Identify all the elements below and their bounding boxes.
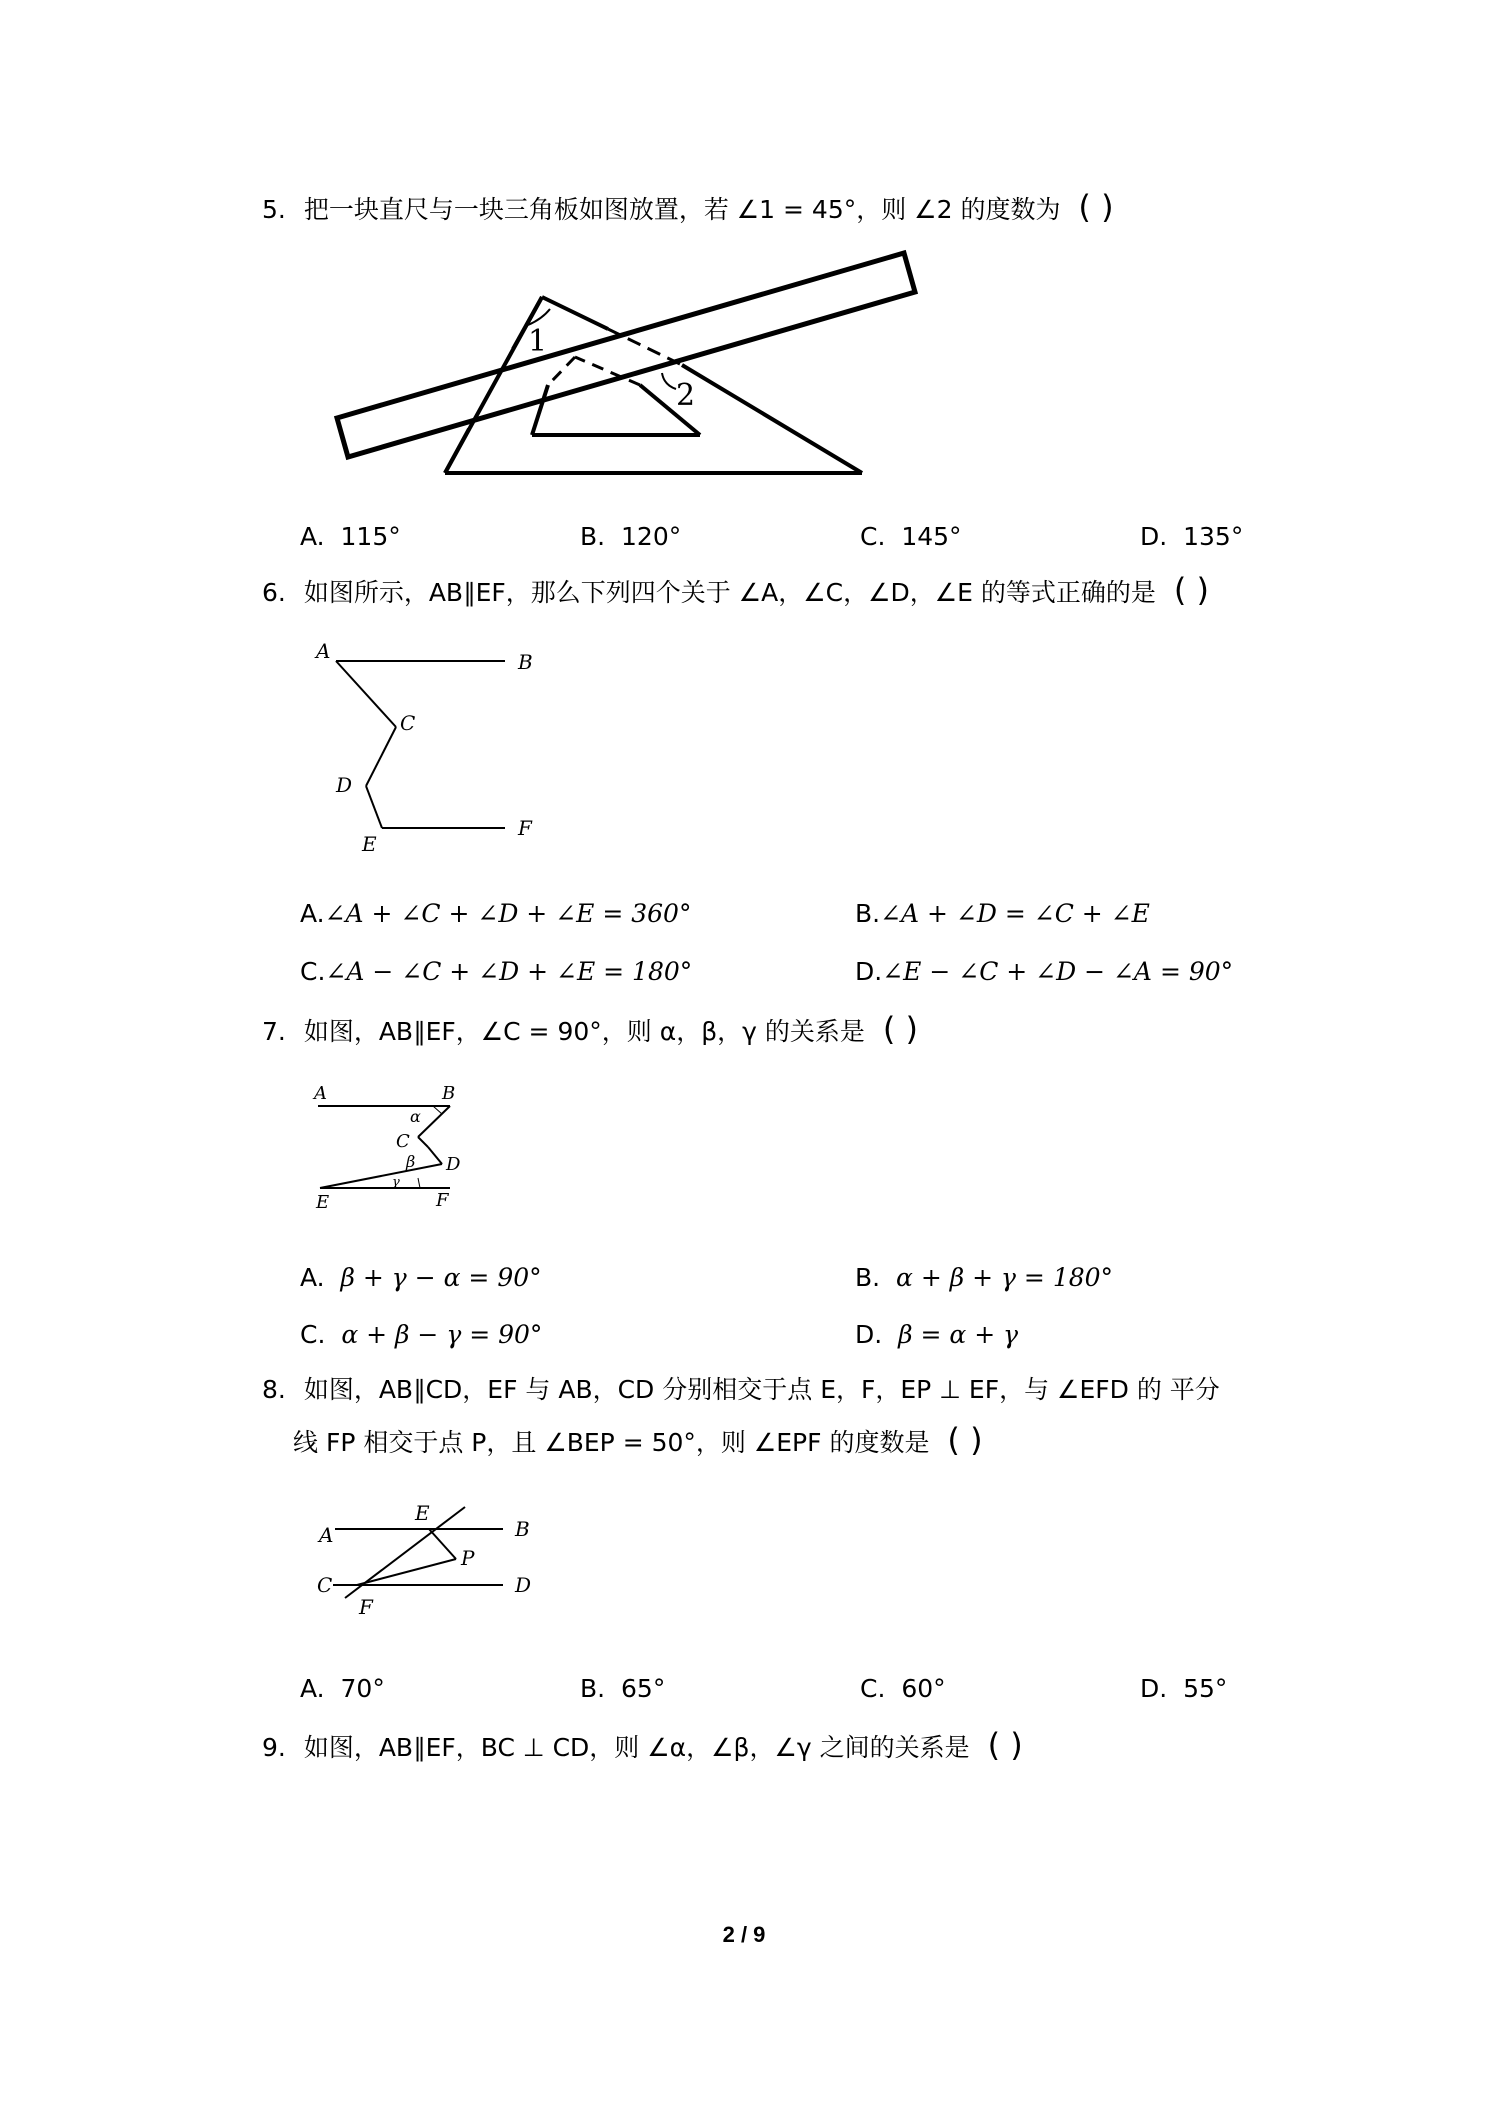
- option-a[interactable]: A. 115°: [300, 522, 401, 551]
- option-d-text: 135°: [1183, 522, 1244, 551]
- label-f: F: [359, 1595, 373, 1619]
- question-6: [262, 573, 1209, 610]
- label-d: D: [515, 1573, 532, 1597]
- label-b: B: [515, 1517, 530, 1541]
- option-b-text: α + β + γ = 180°: [896, 1263, 1114, 1292]
- option-c-text: 145°: [901, 522, 962, 551]
- question-5-number: 5.: [262, 195, 286, 224]
- question-8-number: 8.: [262, 1375, 286, 1404]
- label-c: C: [317, 1573, 333, 1597]
- label-beta: β: [406, 1152, 416, 1171]
- option-d-text: ∠E − ∠C + ∠D − ∠A = 90°: [882, 957, 1234, 986]
- option-a[interactable]: A. 70°: [300, 1674, 385, 1703]
- parallel-lines-figure-7: [310, 1080, 510, 1220]
- option-a-text: 115°: [340, 522, 401, 551]
- option-b[interactable]: B.∠A + ∠D = ∠C + ∠E: [855, 899, 1150, 928]
- label-e: E: [415, 1501, 430, 1525]
- answer-blank: ( ): [1078, 188, 1114, 226]
- label-a: A: [316, 639, 331, 663]
- question-7: [262, 1012, 918, 1049]
- question-8-text: 如图，AB∥CD，EF 与 AB，CD 分别相交于点 E，F，EP ⊥ EF，与 ∠EFD 的 平分: [303, 1375, 1220, 1404]
- option-b[interactable]: B. α + β + γ = 180°: [855, 1263, 1114, 1292]
- question-7-text: 如图，AB∥EF，∠C = 90°，则 α，β，γ 的关系是: [303, 1017, 865, 1046]
- option-a-text: β + γ − α = 90°: [340, 1263, 542, 1292]
- answer-blank: ( ): [1173, 571, 1209, 609]
- option-c[interactable]: C. α + β − γ = 90°: [300, 1320, 543, 1349]
- option-b[interactable]: B. 120°: [580, 522, 682, 551]
- answer-blank: ( ): [882, 1010, 918, 1048]
- label-a: A: [319, 1523, 334, 1547]
- option-d[interactable]: D. 135°: [1140, 522, 1244, 551]
- option-b-text: ∠A + ∠D = ∠C + ∠E: [880, 899, 1150, 928]
- answer-blank: ( ): [947, 1421, 983, 1459]
- option-a-text: ∠A + ∠C + ∠D + ∠E = 360°: [324, 899, 692, 928]
- option-d-text: β = α + γ: [898, 1320, 1019, 1349]
- option-a[interactable]: A.∠A + ∠C + ∠D + ∠E = 360°: [300, 899, 692, 928]
- option-c-text: 60°: [901, 1674, 946, 1703]
- label-b: B: [518, 650, 533, 674]
- option-d[interactable]: D. β = α + γ: [855, 1320, 1019, 1349]
- question-8-text-2: 线 FP 相交于点 P，且 ∠BEP = 50°，则 ∠EPF 的度数是: [293, 1428, 930, 1457]
- label-alpha: α: [410, 1107, 421, 1126]
- ruler-triangle-figure: [320, 245, 960, 485]
- question-6-text: 如图所示，AB∥EF，那么下列四个关于 ∠A，∠C，∠D，∠E 的等式正确的是: [303, 578, 1156, 607]
- question-9-text: 如图，AB∥EF，BC ⊥ CD，则 ∠α，∠β，∠γ 之间的关系是: [303, 1733, 970, 1762]
- label-e: E: [316, 1192, 330, 1213]
- label-c: C: [400, 711, 416, 735]
- question-7-number: 7.: [262, 1017, 286, 1046]
- option-a-text: 70°: [340, 1674, 385, 1703]
- label-a: A: [314, 1083, 327, 1104]
- question-5-text: 把一块直尺与一块三角板如图放置，若 ∠1 = 45°，则 ∠2 的度数为: [303, 195, 1061, 224]
- option-a[interactable]: A. β + γ − α = 90°: [300, 1263, 542, 1292]
- question-5: [262, 190, 1114, 227]
- option-c-text: α + β − γ = 90°: [341, 1320, 543, 1349]
- parallel-lines-figure-8: [305, 1495, 545, 1625]
- angle-2-label: 2: [676, 378, 696, 413]
- ruler: [337, 253, 915, 457]
- option-b-text: 65°: [621, 1674, 666, 1703]
- option-c[interactable]: C.∠A − ∠C + ∠D + ∠E = 180°: [300, 957, 693, 986]
- option-b[interactable]: B. 65°: [580, 1674, 666, 1703]
- page-number: 2 / 9: [722, 1922, 766, 1947]
- option-b-text: 120°: [621, 522, 682, 551]
- question-8: [262, 1373, 1220, 1407]
- option-d[interactable]: D. 55°: [1140, 1674, 1228, 1703]
- question-6-number: 6.: [262, 578, 286, 607]
- question-9: [262, 1728, 1023, 1765]
- label-f: F: [436, 1190, 449, 1211]
- label-d: D: [446, 1154, 461, 1175]
- label-gamma: γ: [392, 1175, 400, 1190]
- option-d-text: 55°: [1183, 1674, 1228, 1703]
- option-d[interactable]: D.∠E − ∠C + ∠D − ∠A = 90°: [855, 957, 1234, 986]
- option-c[interactable]: C. 60°: [860, 1674, 946, 1703]
- label-c: C: [396, 1131, 410, 1152]
- label-e: E: [362, 832, 377, 856]
- option-c-text: ∠A − ∠C + ∠D + ∠E = 180°: [325, 957, 693, 986]
- question-9-number: 9.: [262, 1733, 286, 1762]
- label-f: F: [518, 816, 532, 840]
- angle-1-label: 1: [528, 324, 548, 359]
- parallel-lines-figure-6: [300, 639, 560, 856]
- question-8-line-2: [293, 1423, 983, 1460]
- label-b: B: [442, 1083, 456, 1104]
- answer-blank: ( ): [987, 1726, 1023, 1764]
- label-d: D: [336, 773, 353, 797]
- label-p: P: [461, 1546, 475, 1570]
- option-c[interactable]: C. 145°: [860, 522, 962, 551]
